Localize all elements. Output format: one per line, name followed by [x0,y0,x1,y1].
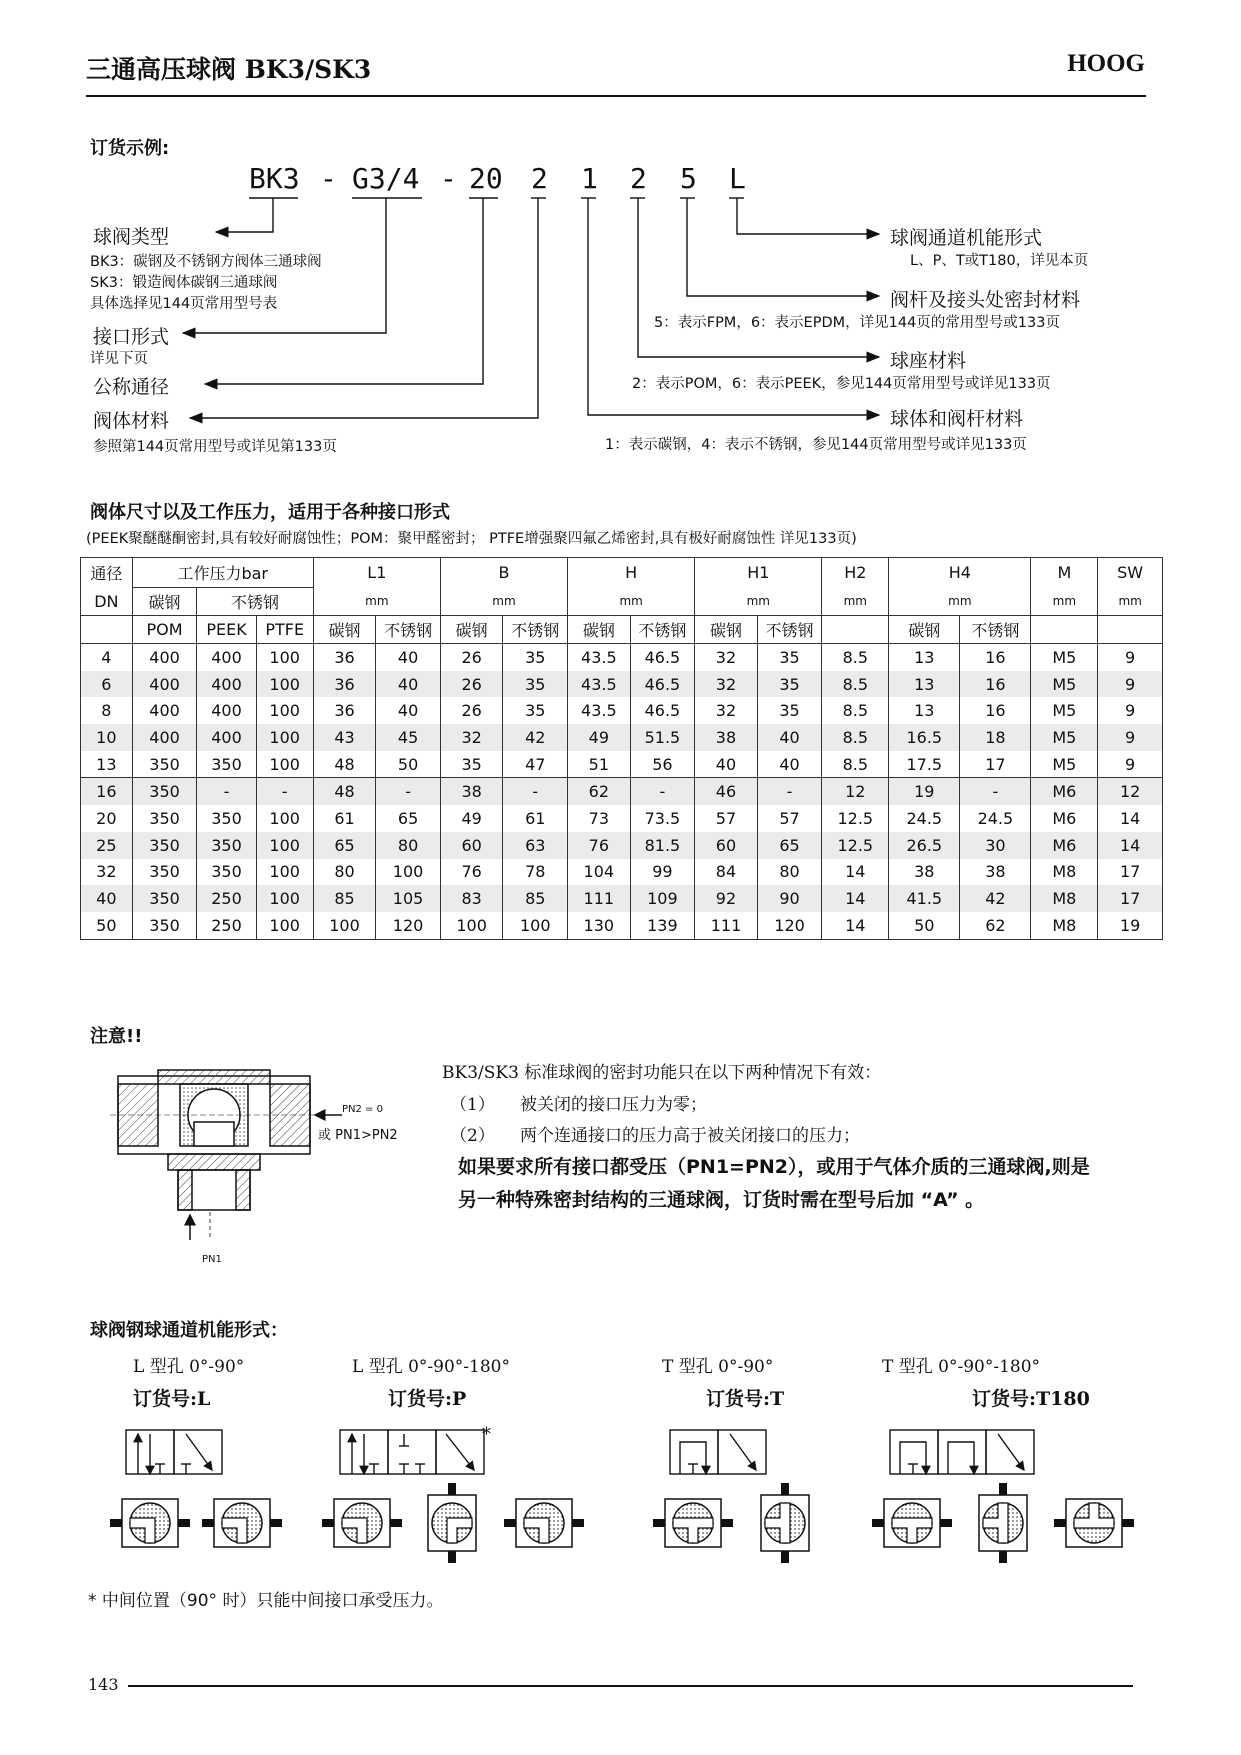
table-cell: - [757,778,822,805]
table-cell: 14 [822,859,889,886]
table-cell: 35 [440,751,503,778]
code-type: BK3 [249,162,300,195]
table-cell: - [960,778,1031,805]
table-cell: 8.5 [822,751,889,778]
th-B: B [440,558,567,588]
order-example-title: 订货示例: [90,138,170,159]
table-cell: M6 [1031,805,1098,832]
th-unit: mm [313,588,440,616]
label-connection: 接口形式 [93,326,170,348]
th-blank [1031,616,1098,644]
table-cell: M6 [1031,832,1098,859]
table-cell: 16.5 [889,724,960,751]
table-cell: 12 [1098,778,1163,805]
th-pressure: 工作压力bar [132,558,313,588]
table-cell: M5 [1031,751,1098,778]
table-cell: 36 [313,697,376,724]
table-cell: 120 [376,912,441,939]
table-cell: M6 [1031,778,1098,805]
th-stainless: 不锈钢 [197,588,313,616]
table-cell: 65 [376,805,441,832]
table-cell: 92 [695,885,758,912]
table-cell: 350 [132,778,197,805]
table-cell: 111 [568,885,631,912]
body-material-desc: 参照第144页常用型号或详见第133页 [93,439,337,455]
table-cell: 400 [132,724,197,751]
table-cell: 10 [81,724,133,751]
table-cell: 48 [313,778,376,805]
table-cell: 32 [695,644,758,671]
table-cell: 80 [376,832,441,859]
table-cell: 40 [376,697,441,724]
table-cell: 100 [256,697,313,724]
table-cell: 90 [757,885,822,912]
code-seal-material: 5 [680,162,697,195]
table-cell: 350 [197,805,256,832]
valve-type-desc-3: 具体选择见144页常用型号表 [90,296,278,312]
table-cell: 80 [757,859,822,886]
table-cell: 47 [503,751,568,778]
table-cell: 48 [313,751,376,778]
th-H4: H4 [889,558,1031,588]
th-H1: H1 [695,558,822,588]
table-cell: M8 [1031,912,1098,939]
table-cell: 8.5 [822,697,889,724]
th-carbon: 碳钢 [889,616,960,644]
position-code-P: 订货号:P [388,1388,467,1410]
table-row [81,859,1163,886]
flow-position-symbols [0,1418,1241,1568]
notice-item-text: 两个连通接口的压力高于被关闭接口的压力； [520,1126,860,1146]
table-row [81,885,1163,912]
asterisk-mark: * [482,1424,491,1445]
code-dash: - [440,162,457,195]
th-H: H [568,558,695,588]
table-cell: 76 [440,859,503,886]
table-cell: 9 [1098,751,1163,778]
th-ptfe: PTFE [256,616,313,644]
table-cell: 9 [1098,671,1163,698]
table-row [81,751,1163,778]
page-number: 143 [88,1675,119,1694]
table-cell: 19 [889,778,960,805]
notice-title: 注意!! [90,1026,143,1047]
connection-desc: 详见下页 [90,351,148,367]
table-cell: 65 [313,832,376,859]
table-cell: 32 [440,724,503,751]
table-cell: 40 [376,671,441,698]
table-cell: 350 [132,912,197,939]
table-cell: 24.5 [960,805,1031,832]
valve-section-diagram [110,1062,420,1242]
table-cell: 76 [568,832,631,859]
table-cell: 49 [568,724,631,751]
table-cell: 8.5 [822,644,889,671]
th-pom: POM [132,616,197,644]
th-carbon: 碳钢 [695,616,758,644]
table-cell: 13 [81,751,133,778]
table-cell: 41.5 [889,885,960,912]
table-cell: 105 [376,885,441,912]
table-cell: 46 [695,778,758,805]
table-cell: 100 [256,885,313,912]
table-cell: 32 [81,859,133,886]
table-cell: 35 [503,671,568,698]
label-pn1-gt-pn2: 或 PN1>PN2 [318,1128,398,1143]
position-label-L: L 型孔 0°-90° [133,1357,245,1377]
table-cell: 46.5 [630,644,695,671]
position-label-T: T 型孔 0°-90° [662,1357,774,1377]
th-blank [81,616,133,644]
table-cell: 17 [960,751,1031,778]
table-cell: 43 [313,724,376,751]
table-cell: 100 [256,724,313,751]
table-cell: 18 [960,724,1031,751]
table-row [81,724,1163,751]
table-row [81,644,1163,671]
table-cell: 100 [256,805,313,832]
table-cell: 100 [503,912,568,939]
table-cell: 81.5 [630,832,695,859]
table-cell: 250 [197,912,256,939]
dimensions-table-body [81,644,1163,940]
table-cell: 51 [568,751,631,778]
th-blank [822,616,889,644]
notice-item-no: （1） [450,1095,495,1115]
notice-intro: BK3/SK3 标准球阀的密封功能只在以下两种情况下有效： [442,1063,882,1083]
table-cell: 63 [503,832,568,859]
th-unit: mm [822,588,889,616]
table-cell: 139 [630,912,695,939]
notice-bold-line: 如果要求所有接口都受压（PN1=PN2），或用于气体介质的三通球阀,则是 [458,1156,1090,1178]
table-cell: 100 [256,671,313,698]
label-valve-type: 球阀类型 [93,226,170,248]
table-cell: 8 [81,697,133,724]
th-stainless: 不锈钢 [630,616,695,644]
table-row [81,912,1163,939]
table-row [81,805,1163,832]
table-cell: 99 [630,859,695,886]
table-cell: 40 [376,644,441,671]
table-cell: 40 [81,885,133,912]
table-cell: 400 [132,697,197,724]
th-H2: H2 [822,558,889,588]
ball-stem-desc: 1：表示碳钢，4：表示不锈钢，参见144页常用型号或详见133页 [605,437,1027,453]
table-cell: 83 [440,885,503,912]
table-cell: 46.5 [630,697,695,724]
table-cell: 35 [503,644,568,671]
table-cell: 38 [960,859,1031,886]
table-cell: 120 [757,912,822,939]
table-cell: 16 [81,778,133,805]
code-dn: 20 [469,162,503,195]
notice-item-text: 被关闭的接口压力为零； [520,1095,707,1115]
table-cell: 30 [960,832,1031,859]
table-cell: 14 [822,912,889,939]
channel-desc: L、P、T或T180，详见本页 [910,253,1089,269]
th-SW: SW [1098,558,1163,588]
seat-desc: 2：表示POM，6：表示PEEK，参见144页常用型号或详见133页 [632,376,1051,392]
table-cell: 40 [757,724,822,751]
table-cell: 13 [889,644,960,671]
table-cell: 42 [960,885,1031,912]
footnote: * 中间位置（90° 时）只能中间接口承受压力。 [88,1591,444,1611]
table-cell: 100 [313,912,376,939]
table-cell: 35 [503,697,568,724]
position-label-T180: T 型孔 0°-90°-180° [882,1357,1041,1377]
table-cell: 46.5 [630,671,695,698]
table-cell: 35 [757,644,822,671]
code-channel: L [729,162,746,195]
table-cell: 25 [81,832,133,859]
valve-type-desc-1: BK3：碳钢及不锈钢方阀体三通球阀 [90,254,322,270]
table-cell: 100 [256,859,313,886]
table-cell: 80 [313,859,376,886]
table-cell: 62 [960,912,1031,939]
code-dash: - [320,162,337,195]
table-cell: 73.5 [630,805,695,832]
table-cell: 350 [197,832,256,859]
th-M: M [1031,558,1098,588]
table-cell: 16 [960,671,1031,698]
th-unit: mm [440,588,567,616]
position-code-T180: 订货号:T180 [972,1388,1090,1410]
table-cell: 38 [889,859,960,886]
table-cell: 12.5 [822,832,889,859]
table-cell: 56 [630,751,695,778]
table-cell: 16 [960,644,1031,671]
table-cell: 350 [132,832,197,859]
table-cell: 400 [197,644,256,671]
th-unit: mm [695,588,822,616]
notice-item-no: （2） [450,1126,495,1146]
table-row [81,832,1163,859]
table-cell: 57 [695,805,758,832]
table-cell: 61 [503,805,568,832]
table-cell: 9 [1098,644,1163,671]
table-cell: 16 [960,697,1031,724]
table-cell: 60 [440,832,503,859]
brand-logo: HOOG [1067,50,1145,77]
position-code-L: 订货号:L [133,1388,211,1410]
th-unit: mm [889,588,1031,616]
table-row [81,671,1163,698]
table-cell: 32 [695,671,758,698]
th-carbon: 碳钢 [440,616,503,644]
table-cell: 104 [568,859,631,886]
table-cell: 26 [440,671,503,698]
table-cell: 60 [695,832,758,859]
table-cell: 400 [197,724,256,751]
table-cell: 6 [81,671,133,698]
table-cell: 85 [503,885,568,912]
table-cell: 17 [1098,885,1163,912]
notice-bold-line: 另一种特殊密封结构的三通球阀，订货时需在型号后加 “A” 。 [458,1189,985,1211]
table-cell: 14 [822,885,889,912]
table-cell: - [376,778,441,805]
table-cell: 73 [568,805,631,832]
th-stainless: 不锈钢 [503,616,568,644]
table-cell: 26.5 [889,832,960,859]
table-cell: 4 [81,644,133,671]
dims-note: (PEEK聚醚醚酮密封,具有较好耐腐蚀性；POM：聚甲醛密封； PTFE增强聚四氟乙烯密封,具有极好耐腐蚀性 详见133页) [86,531,857,547]
th-blank [1098,616,1163,644]
table-cell: 400 [132,671,197,698]
table-cell: 26 [440,644,503,671]
table-cell: M8 [1031,859,1098,886]
table-cell: 43.5 [568,644,631,671]
th-stainless: 不锈钢 [960,616,1031,644]
table-cell: 14 [1098,832,1163,859]
th-carbon: 碳钢 [568,616,631,644]
table-cell: 36 [313,644,376,671]
table-cell: - [630,778,695,805]
table-cell: M5 [1031,671,1098,698]
table-cell: 17.5 [889,751,960,778]
table-cell: 400 [197,697,256,724]
table-cell: 35 [757,671,822,698]
table-cell: 32 [695,697,758,724]
th-peek: PEEK [197,616,256,644]
table-cell: 130 [568,912,631,939]
code-connection: G3/4 [352,162,420,195]
table-cell: 350 [197,751,256,778]
dims-title: 阀体尺寸以及工作压力，适用于各种接口形式 [90,502,450,523]
table-cell: 45 [376,724,441,751]
table-cell: 43.5 [568,671,631,698]
th-L1: L1 [313,558,440,588]
table-cell: 40 [757,751,822,778]
table-cell: 8.5 [822,724,889,751]
table-cell: 26 [440,697,503,724]
code-ball-material: 1 [581,162,598,195]
table-cell: 13 [889,671,960,698]
table-cell: 109 [630,885,695,912]
th-unit: mm [1098,588,1163,616]
page-title: 三通高压球阀 BK3/SK3 [86,55,372,84]
th-stainless: 不锈钢 [757,616,822,644]
label-stem-seal: 阀杆及接头处密封材料 [890,289,1081,311]
table-cell: 100 [256,751,313,778]
code-seat-material: 2 [630,162,647,195]
table-cell: 9 [1098,697,1163,724]
table-cell: 36 [313,671,376,698]
table-cell: M8 [1031,885,1098,912]
table-cell: 250 [197,885,256,912]
table-cell: 100 [376,859,441,886]
table-cell: 100 [440,912,503,939]
table-cell: 400 [197,671,256,698]
footer-rule [128,1685,1133,1687]
table-cell: 17 [1098,859,1163,886]
position-label-P: L 型孔 0°-90°-180° [352,1357,510,1377]
th-dn-bottom: DN [81,588,133,616]
table-cell: 9 [1098,724,1163,751]
table-cell: 12.5 [822,805,889,832]
table-cell: 13 [889,697,960,724]
table-row [81,697,1163,724]
table-cell: 24.5 [889,805,960,832]
table-cell: 14 [1098,805,1163,832]
position-code-T: 订货号:T [706,1388,785,1410]
table-cell: 350 [132,805,197,832]
table-cell: 50 [376,751,441,778]
table-cell: 350 [132,751,197,778]
table-cell: 50 [889,912,960,939]
th-stainless: 不锈钢 [376,616,441,644]
table-cell: - [197,778,256,805]
table-cell: 42 [503,724,568,751]
label-ball-stem: 球体和阀杆材料 [890,408,1024,430]
table-cell: 8.5 [822,671,889,698]
table-cell: M5 [1031,644,1098,671]
th-unit: mm [568,588,695,616]
table-cell: M5 [1031,724,1098,751]
table-cell: 100 [256,644,313,671]
table-cell: 350 [132,885,197,912]
label-nominal-diameter: 公称通径 [93,376,170,398]
th-unit: mm [1031,588,1098,616]
table-cell: 40 [695,751,758,778]
label-pn1: PN1 [202,1254,222,1265]
dimensions-table [80,557,1163,940]
table-cell: 350 [132,859,197,886]
table-cell: 85 [313,885,376,912]
table-cell: 35 [757,697,822,724]
table-cell: - [256,778,313,805]
code-body-material: 2 [531,162,548,195]
table-cell: 400 [132,644,197,671]
table-cell: 65 [757,832,822,859]
table-cell: 100 [256,912,313,939]
label-body-material: 阀体材料 [93,410,170,432]
th-carbon: 碳钢 [132,588,197,616]
positions-title: 球阀钢球通道机能形式： [90,1320,288,1341]
table-cell: 19 [1098,912,1163,939]
table-cell: 57 [757,805,822,832]
table-cell: 50 [81,912,133,939]
valve-type-desc-2: SK3：锻造阀体碳钢三通球阀 [90,275,278,291]
table-cell: 12 [822,778,889,805]
th-dn-top: 通径 [81,558,133,588]
th-carbon: 碳钢 [313,616,376,644]
table-cell: - [503,778,568,805]
table-cell: 111 [695,912,758,939]
table-cell: 350 [197,859,256,886]
stem-seal-desc: 5：表示FPM，6：表示EPDM，详见144页的常用型号或133页 [654,315,1060,331]
order-leader-lines [0,0,1241,470]
label-seat: 球座材料 [890,350,967,372]
table-cell: 78 [503,859,568,886]
table-cell: 43.5 [568,697,631,724]
label-pn2: PN2 = 0 [342,1104,383,1115]
table-cell: 51.5 [630,724,695,751]
table-cell: 20 [81,805,133,832]
table-row [81,778,1163,805]
label-channel: 球阀通道机能形式 [890,227,1043,249]
table-cell: 49 [440,805,503,832]
table-cell: 61 [313,805,376,832]
table-cell: 62 [568,778,631,805]
table-cell: M5 [1031,697,1098,724]
table-cell: 38 [695,724,758,751]
table-cell: 84 [695,859,758,886]
table-cell: 38 [440,778,503,805]
table-cell: 100 [256,832,313,859]
